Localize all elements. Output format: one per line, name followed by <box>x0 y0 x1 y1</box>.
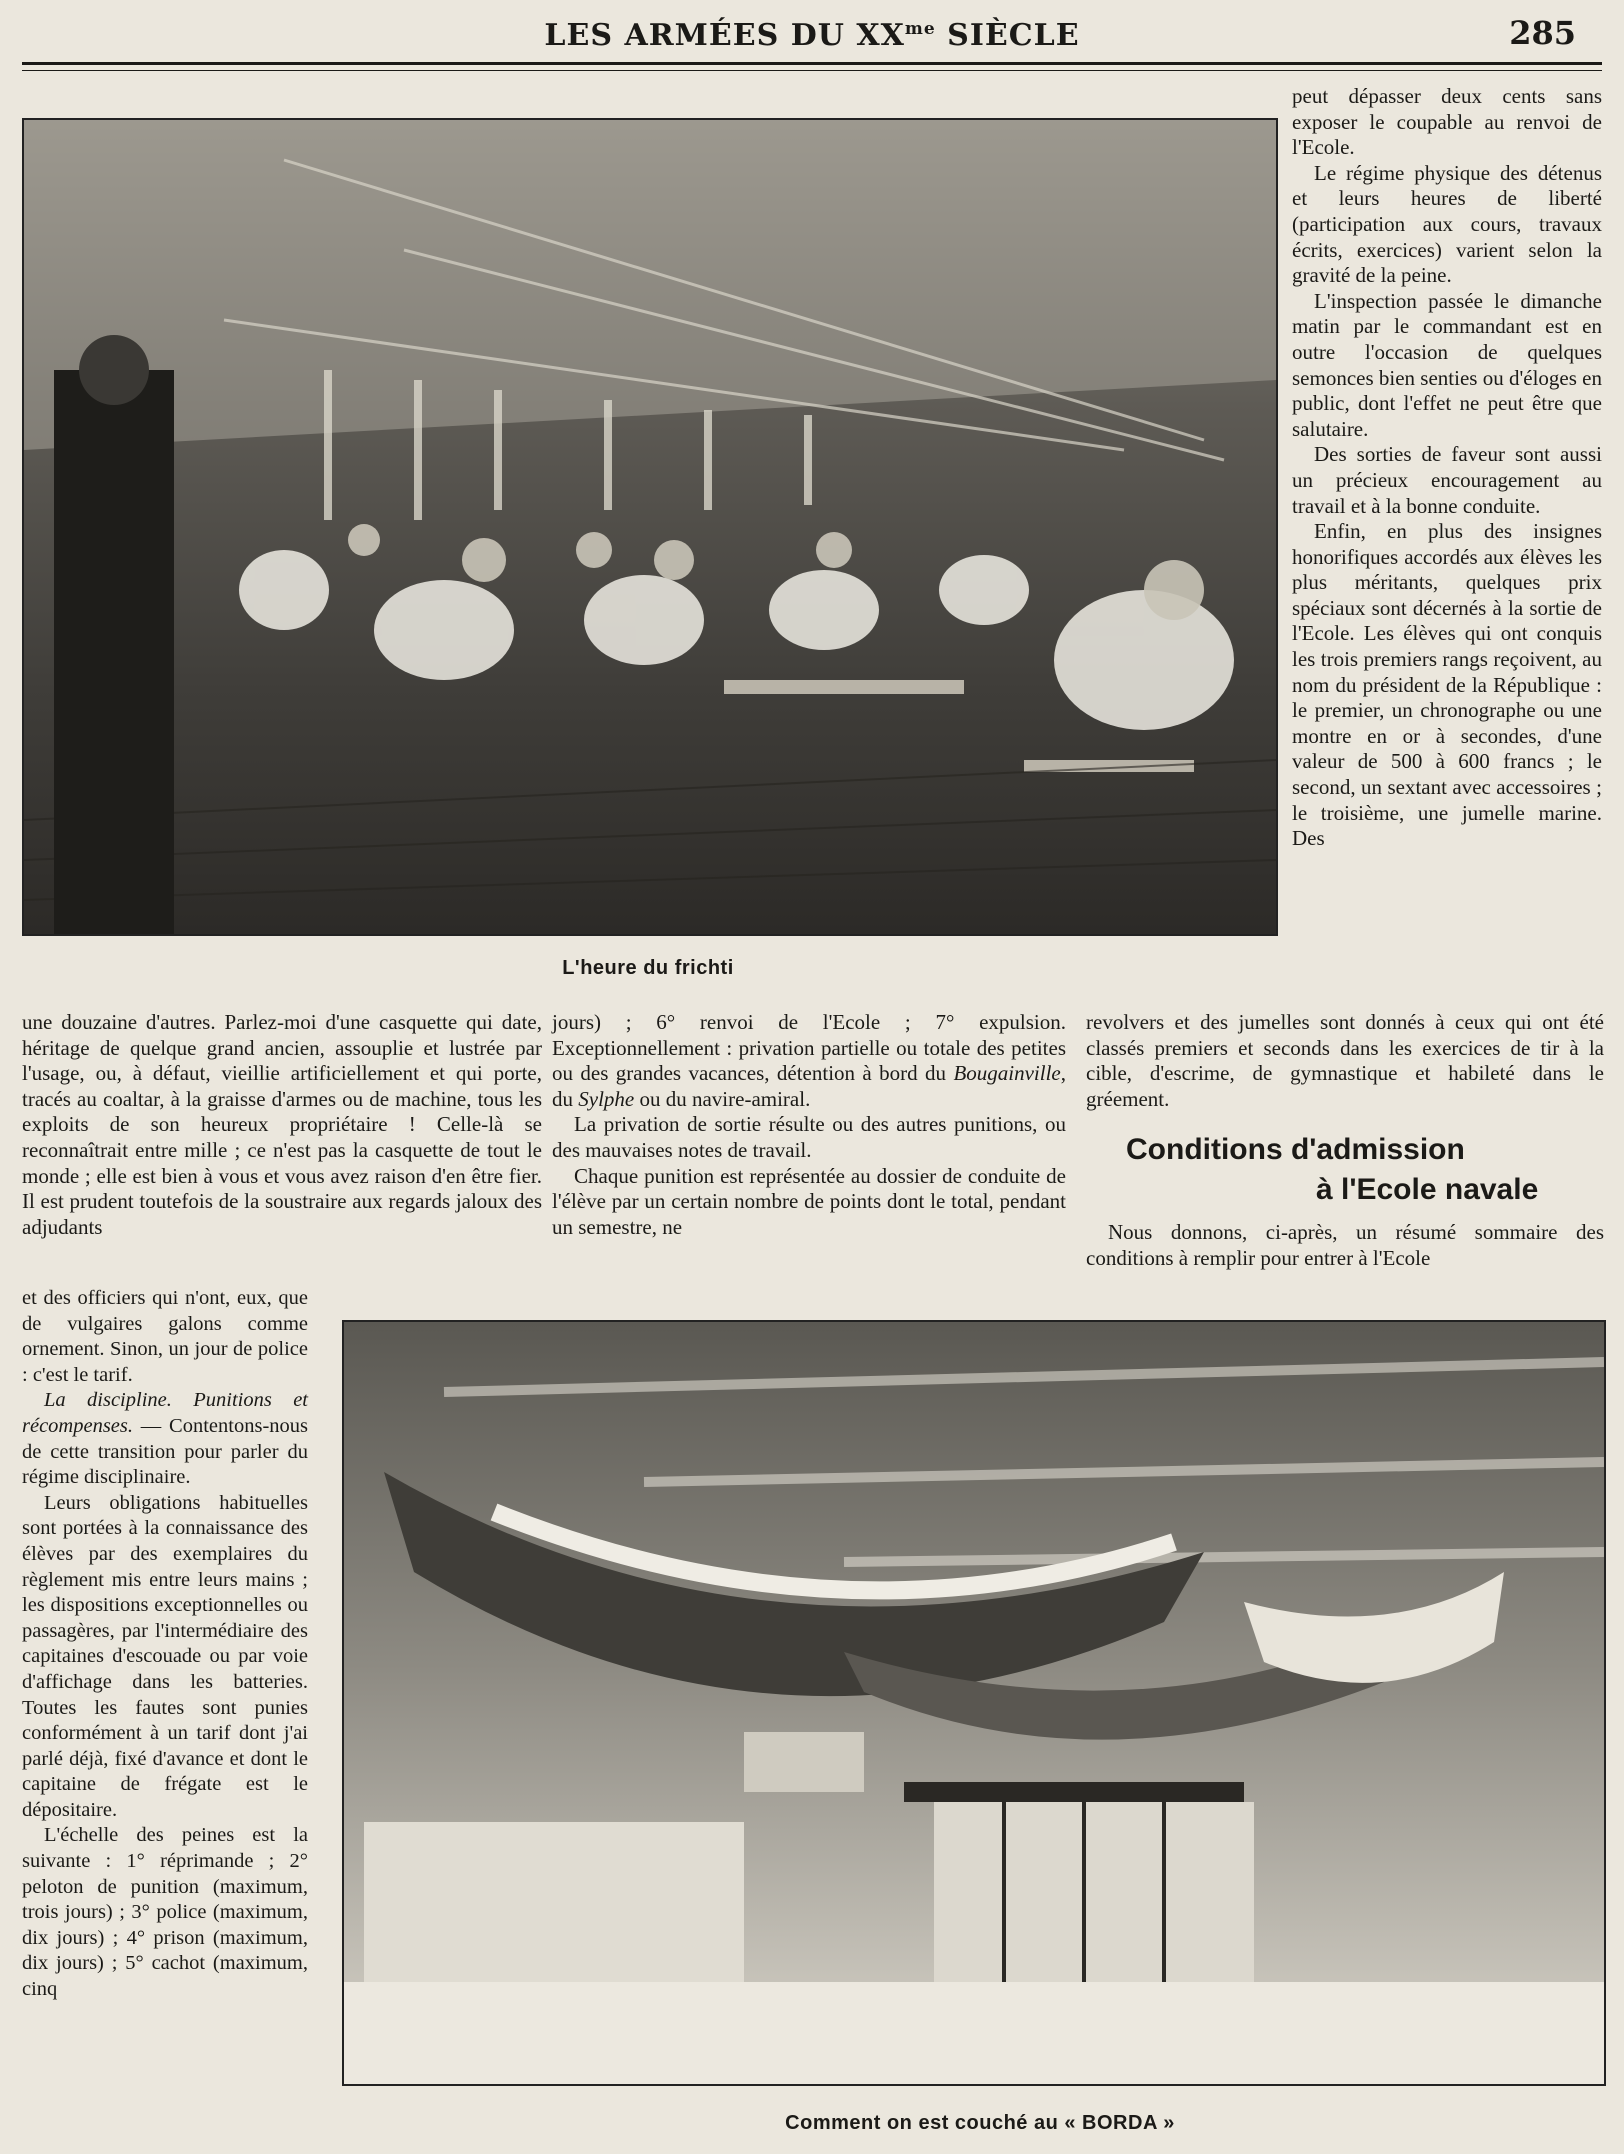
paragraph: revolvers et des jumelles sont donnés à ceux qui ont été classés premiers et seconds dans les exercices de tir à la cible, d'escrime, de gymnastique et habileté dans le gréement. <box>1086 1010 1604 1111</box>
paragraph: Des sorties de faveur sont aussi un précieux encouragement au travail et à la bonne conduite. <box>1292 442 1602 518</box>
paragraph: une douzaine d'autres. Parlez-moi d'une casquette qui date, héritage de quelque grand ancien, assouplie et lustrée par l'usage, ou, à défaut, vieillie artificiellement et qui porte, tracés au coaltar, à la graisse d'armes ou de machine, tous les exploits de son heureux propriétaire ! Celle-là se reconnaîtrait entre mille ; ce n'est pas la casquette de tout le monde ; elle est bien à vous et vous avez raison d'en être fier. Il est prudent toutefois de la soustraire aux regards jaloux des adjudants <box>22 1010 542 1239</box>
paragraph: La discipline. Punitions et récompenses. — Contentons-nous de cette transition pour parler du régime disciplinaire. <box>22 1389 308 1489</box>
right-column-text <box>1292 84 1602 852</box>
running-title: LES ARMÉES DU $XX^{me}$ SIÈCLE <box>544 18 1080 53</box>
paragraph: Leurs obligations habituelles sont portées à la connaissance des élèves par des exemplaires du règlement mis entre leurs mains ; les dispositions exceptionnelles ou passagères, par l'intermédiaire des capitaines d'escouade ou par voie d'affichage dans les batteries. Toutes les fautes sont punies conformément à un tarif dont j'ai parlé déjà, fixé d'avance et dont le capitaine de frégate est le dépositaire. <box>22 1491 308 1821</box>
hammocks-photo <box>342 1320 1606 2086</box>
section-heading-line2: à l'Ecole navale <box>1316 1173 1539 1207</box>
paragraph: Chaque punition est représentée au dossier de conduite de l'élève par un certain nombre de points dont le total, pendant un semestre, ne <box>552 1163 1066 1239</box>
paragraph: et des officiers qui n'ont, eux, que de vulgaires galons comme ornement. Sinon, un jour de police : c'est le tarif. <box>22 1287 308 1386</box>
section-title: La discipline. Punitions et récompenses. <box>22 1389 308 1437</box>
header-rule-thin <box>22 70 1602 71</box>
column-3-text <box>1086 1010 1604 1272</box>
mess-hall-photo <box>22 118 1278 936</box>
paragraph: jours) ; 6° renvoi de l'Ecole ; 7° expulsion. Exceptionnellement : privation partielle ou totale des petites ou des grandes vacances, détention à bord du Bougainville, du Sylphe ou du navire-amiral. <box>552 1010 1066 1111</box>
page-number: 285 <box>1509 14 1576 52</box>
bottom-figure-caption: Comment on est couché au « BORDA » <box>785 2112 1175 2134</box>
top-figure-caption: L'heure du frichti <box>562 957 734 979</box>
section-heading: Conditions d'admission <box>1126 1133 1465 1167</box>
header-rule <box>22 62 1602 65</box>
column-2-text <box>552 1010 1066 1240</box>
paragraph: Enfin, en plus des insignes honorifiques accordés aux élèves les plus méritants, quelques prix spéciaux sont décernés à la sortie de l'Ecole. Les élèves qui ont conquis les trois premiers rangs reçoivent, au nom du président de la République : le premier, un chronographe ou une montre en or à secondes, d'une valeur de 500 à 600 francs ; le second, un sextant avec accessoires ; le troisième, une jumelle marine. Des <box>1292 519 1602 851</box>
paragraph: La privation de sortie résulte ou des autres punitions, ou des mauvaises notes de travail. <box>552 1112 1066 1162</box>
paragraph: L'échelle des peines est la suivante : 1° réprimande ; 2° peloton de punition (maximum, trois jours) ; 3° police (maximum, dix jours) ; 4° prison (maximum, dix jours) ; 5° cachot (maximum, cinq <box>22 1824 308 2001</box>
paragraph: Le régime physique des détenus et leurs heures de liberté (participation aux cours, travaux écrits, exercices) varient selon la gravité de la peine. <box>1292 160 1602 288</box>
column-1-narrow-text <box>22 1286 308 2003</box>
paragraph: peut dépasser deux cents sans exposer le coupable au renvoi de l'Ecole. <box>1292 84 1602 160</box>
column-1-text <box>22 1010 542 1240</box>
paragraph: Nous donnons, ci-après, un résumé sommaire des conditions à remplir pour entrer à l'Ecole <box>1086 1220 1604 1270</box>
paragraph: L'inspection passée le dimanche matin par le commandant est en outre l'occasion de quelques semonces bien senties ou d'éloges en public, dont l'effet ne peut être que salutaire. <box>1292 288 1602 441</box>
